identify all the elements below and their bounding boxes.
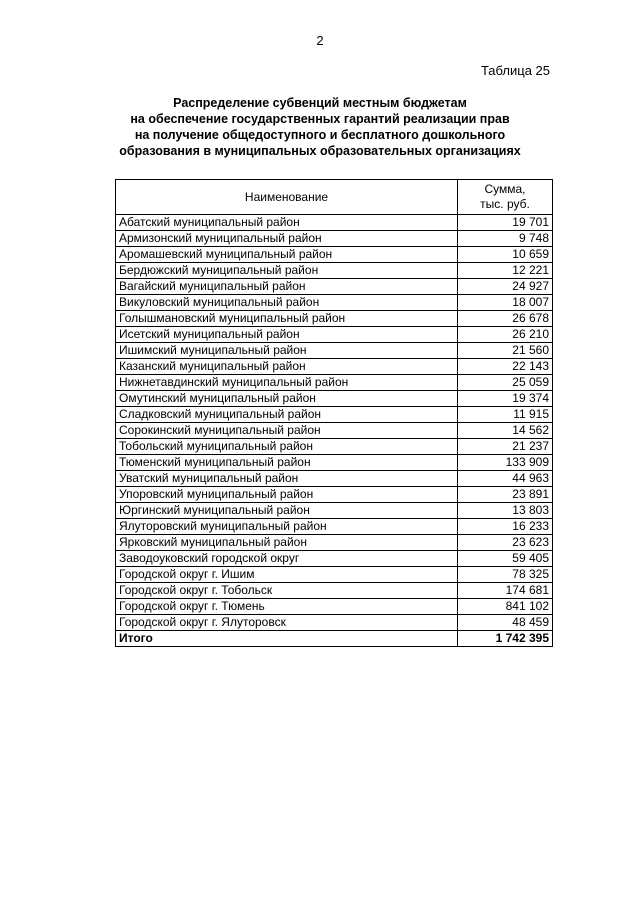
row-value: 18 007 <box>458 295 553 311</box>
table-row <box>116 503 553 519</box>
row-name: Исетский муниципальный район <box>116 327 458 343</box>
row-value: 13 803 <box>458 503 553 519</box>
table-row <box>116 615 553 631</box>
row-value: 23 891 <box>458 487 553 503</box>
row-name: Городской округ г. Тюмень <box>116 599 458 615</box>
row-name: Казанский муниципальный район <box>116 359 458 375</box>
row-value: 133 909 <box>458 455 553 471</box>
row-value: 24 927 <box>458 279 553 295</box>
header-sum-line1: Сумма, <box>484 182 526 196</box>
document-title <box>100 95 540 159</box>
table-row <box>116 215 553 231</box>
table-row <box>116 519 553 535</box>
header-sum <box>458 180 553 215</box>
table-body <box>116 215 553 647</box>
table-row <box>116 535 553 551</box>
row-value: 21 560 <box>458 343 553 359</box>
title-line: образования в муниципальных образовательных организациях <box>119 144 521 158</box>
row-value: 10 659 <box>458 247 553 263</box>
row-name: Викуловский муниципальный район <box>116 295 458 311</box>
row-value: 44 963 <box>458 471 553 487</box>
row-name: Сорокинский муниципальный район <box>116 423 458 439</box>
table-row <box>116 343 553 359</box>
row-name: Голышмановский муниципальный район <box>116 311 458 327</box>
total-label: Итого <box>116 631 458 647</box>
row-name: Уватский муниципальный район <box>116 471 458 487</box>
row-value: 16 233 <box>458 519 553 535</box>
table-header-row <box>116 180 553 215</box>
row-name: Бердюжский муниципальный район <box>116 263 458 279</box>
row-value: 48 459 <box>458 615 553 631</box>
table-row <box>116 407 553 423</box>
row-value: 841 102 <box>458 599 553 615</box>
header-sum-line2: тыс. руб. <box>480 197 530 211</box>
table-row <box>116 599 553 615</box>
row-value: 23 623 <box>458 535 553 551</box>
table-row <box>116 327 553 343</box>
row-name: Ялуторовский муниципальный район <box>116 519 458 535</box>
row-value: 14 562 <box>458 423 553 439</box>
row-value: 59 405 <box>458 551 553 567</box>
row-name: Нижнетавдинский муниципальный район <box>116 375 458 391</box>
row-name: Аромашевский муниципальный район <box>116 247 458 263</box>
table-row <box>116 247 553 263</box>
total-row <box>116 631 553 647</box>
row-name: Вагайский муниципальный район <box>116 279 458 295</box>
total-value: 1 742 395 <box>458 631 553 647</box>
row-name: Городской округ г. Ялуторовск <box>116 615 458 631</box>
row-name: Армизонский муниципальный район <box>116 231 458 247</box>
row-name: Ярковский муниципальный район <box>116 535 458 551</box>
row-value: 21 237 <box>458 439 553 455</box>
row-name: Тюменский муниципальный район <box>116 455 458 471</box>
row-name: Тобольский муниципальный район <box>116 439 458 455</box>
row-value: 12 221 <box>458 263 553 279</box>
row-value: 19 701 <box>458 215 553 231</box>
row-value: 78 325 <box>458 567 553 583</box>
table-row <box>116 231 553 247</box>
row-value: 26 678 <box>458 311 553 327</box>
header-name: Наименование <box>116 180 458 215</box>
row-name: Заводоуковский городской округ <box>116 551 458 567</box>
table-row <box>116 439 553 455</box>
table-row <box>116 583 553 599</box>
row-name: Городской округ г. Тобольск <box>116 583 458 599</box>
table-row <box>116 567 553 583</box>
table-row <box>116 455 553 471</box>
title-line: на получение общедоступного и бесплатного дошкольного <box>134 128 506 142</box>
title-line: на обеспечение государственных гарантий реализации прав <box>130 112 510 126</box>
page-number: 2 <box>316 33 324 48</box>
row-name: Омутинский муниципальный район <box>116 391 458 407</box>
table-row <box>116 311 553 327</box>
row-value: 11 915 <box>458 407 553 423</box>
table-label: Таблица 25 <box>480 63 550 78</box>
row-value: 25 059 <box>458 375 553 391</box>
table-row <box>116 391 553 407</box>
row-value: 174 681 <box>458 583 553 599</box>
row-name: Юргинский муниципальный район <box>116 503 458 519</box>
table-row <box>116 375 553 391</box>
row-value: 22 143 <box>458 359 553 375</box>
row-value: 26 210 <box>458 327 553 343</box>
table-row <box>116 423 553 439</box>
table-row <box>116 551 553 567</box>
row-name: Сладковский муниципальный район <box>116 407 458 423</box>
row-value: 19 374 <box>458 391 553 407</box>
subvention-table <box>115 179 553 647</box>
row-value: 9 748 <box>458 231 553 247</box>
row-name: Упоровский муниципальный район <box>116 487 458 503</box>
table-row <box>116 471 553 487</box>
row-name: Ишимский муниципальный район <box>116 343 458 359</box>
table-row <box>116 279 553 295</box>
table-row <box>116 295 553 311</box>
table-row <box>116 263 553 279</box>
table-row <box>116 487 553 503</box>
table-row <box>116 359 553 375</box>
title-line: Распределение субвенций местным бюджетам <box>173 96 467 110</box>
row-name: Абатский муниципальный район <box>116 215 458 231</box>
row-name: Городской округ г. Ишим <box>116 567 458 583</box>
